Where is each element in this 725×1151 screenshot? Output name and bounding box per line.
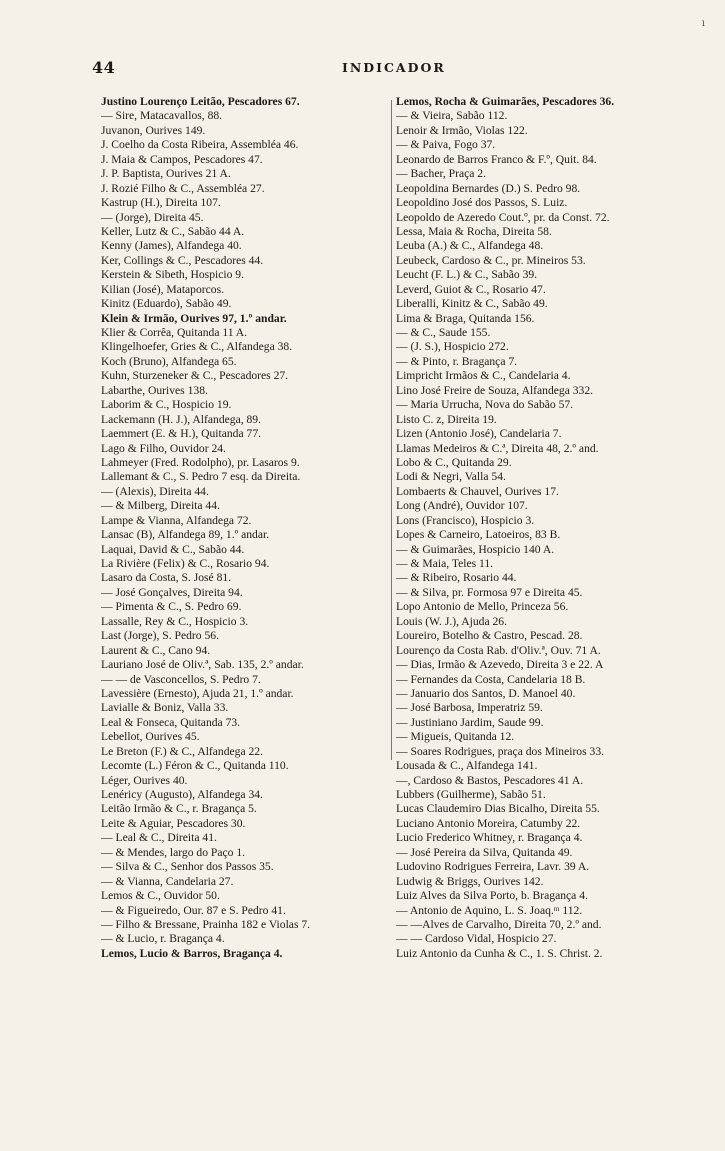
page-number: 44 [92,58,116,77]
directory-entry: — José Barbosa, Imperatriz 59. [396,701,543,715]
directory-entry: J. Maia & Campos, Pescadores 47. [101,152,263,166]
directory-entry: Keller, Lutz & C., Sabão 44 A. [101,224,245,238]
directory-entry: Leite & Aguiar, Pescadores 30. [101,816,246,830]
directory-entry: Leonardo de Barros Franco & F.º, Quit. 84. [396,152,597,166]
directory-entry: Lessa, Maia & Rocha, Direita 58. [396,224,552,238]
directory-entry: Lons (Francisco), Hospicio 3. [396,513,535,527]
directory-entry: Lauriano José de Oliv.ª, Sab. 135, 2.º andar. [101,658,304,672]
directory-entry: Koch (Bruno), Alfandega 65. [101,354,237,368]
directory-entry: — Filho & Bressane, Prainha 182 e Violas 7. [101,917,311,931]
directory-entry: Lebellot, Ourives 45. [101,730,200,744]
directory-entry: — & Vieira, Sabão 112. [396,109,508,123]
directory-entry: — — de Vasconcellos, S. Pedro 7. [101,672,261,686]
directory-entry: Lemos, Rocha & Guimarães, Pescadores 36. [396,95,615,108]
directory-entry: — Antonio de Aquino, L. S. Joaq.ᵐ 112. [396,903,583,917]
directory-entry: — Sire, Matacavallos, 88. [101,109,223,123]
directory-entry: Lopo Antonio de Mello, Princeza 56. [396,600,569,614]
directory-entry: Lemos & C., Ouvidor 50. [101,889,220,903]
directory-entry: Leopoldo de Azeredo Cout.º, pr. da Const. 72. [396,210,610,224]
directory-entry: Lodi & Negri, Valla 54. [396,470,506,484]
directory-entry: Lavessière (Ernesto), Ajuda 21, 1.º andar. [101,686,294,700]
directory-entry: Luciano Antonio Moreira, Catumby 22. [396,816,581,830]
directory-entry: Klein & Irmão, Ourives 97, 1.º andar. [101,311,287,325]
directory-entry: Ludwig & Briggs, Ourives 142. [396,874,544,888]
directory-entry: Lenoir & Irmão, Violas 122. [396,123,528,137]
directory-entry: Lavialle & Boniz, Valla 33. [101,701,229,715]
directory-entry: Kinitz (Eduardo), Sabão 49. [101,297,232,311]
directory-entry: Lubbers (Guilherme), Sabão 51. [396,788,546,801]
directory-entry: — & C., Saude 155. [396,326,491,339]
directory-entry: — Januario dos Santos, D. Manoel 40. [396,686,576,700]
directory-entry: Lucas Claudemiro Dias Bicalho, Direita 55. [396,802,600,816]
directory-entry: Kilian (José), Mataporcos. [101,282,224,296]
directory-entry: — & Paiva, Fogo 37. [396,138,496,152]
directory-entry: — & Lucio, r. Bragança 4. [101,932,225,946]
directory-entry: — Soares Rodrigues, praça dos Mineiros 33. [396,744,605,758]
directory-entry: Lousada & C., Alfandega 141. [396,759,538,773]
directory-entry: Lopes & Carneiro, Latoeiros, 83 B. [396,528,561,542]
directory-entry: Lima & Braga, Quitanda 156. [396,311,535,325]
directory-entry: La Rivière (Felix) & C., Rosario 94. [101,557,270,570]
directory-entry: Lackemann (H. J.), Alfandega, 89. [101,412,262,426]
directory-entry: Lino José Freire de Souza, Alfandega 332. [396,383,594,397]
directory-entry: — & Pinto, r. Bragança 7. [396,354,518,368]
directory-entry: Kerstein & Sibeth, Hospicio 9. [101,268,244,282]
directory-entry: —, Cardoso & Bastos, Pescadores 41 A. [396,773,584,787]
margin-mark: ı [701,18,705,29]
directory-entry: — (J. S.), Hospicio 272. [396,340,509,354]
directory-entry: — Leal & C., Direita 41. [101,831,217,845]
directory-entry: Louis (W. J.), Ajuda 26. [396,614,507,628]
directory-entry: — Pimenta & C., S. Pedro 69. [101,600,242,614]
directory-entry: Klier & Corrêa, Quitanda 11 A. [101,326,248,339]
directory-entry: — Fernandes da Costa, Candelaria 18 B. [396,672,586,686]
directory-entry: — Justiniano Jardim, Saude 99. [396,715,544,729]
directory-entry: Laborim & C., Hospicio 19. [101,398,232,412]
directory-entry: — José Gonçalves, Direita 94. [101,585,243,599]
directory-entry: Leverd, Guiot & C., Rosario 47. [396,282,546,296]
column-divider [391,100,392,760]
directory-entry: Kuhn, Sturzeneker & C., Pescadores 27. [101,369,289,383]
directory-entry: Laquai, David & C., Sabão 44. [101,542,245,556]
directory-entry: Lourenço da Costa Rab. d'Oliv.ª, Ouv. 71 A. [396,643,601,657]
directory-entry: — & Maia, Teles 11. [396,557,494,570]
directory-entry: Léger, Ourives 40. [101,773,188,787]
directory-entry: — & Figueiredo, Our. 87 e S. Pedro 41. [101,903,286,917]
directory-entry: — (Jorge), Direita 45. [101,210,204,224]
directory-entry: Leopoldino José dos Passos, S. Luiz. [396,196,568,210]
directory-entry: J. P. Baptista, Ourives 21 A. [101,167,231,181]
directory-entry: Lallemant & C., S. Pedro 7 esq. da Direita. [101,470,301,484]
directory-entry: Listo C. z, Direita 19. [396,412,497,426]
directory-entry: — Silva & C., Senhor dos Passos 35. [101,860,274,874]
directory-entry: Ker, Collings & C., Pescadores 44. [101,253,264,267]
directory-entry: — Dias, Irmão & Azevedo, Direita 3 e 22. A [396,658,604,672]
directory-entry: Lombaerts & Chauvel, Ourives 17. [396,484,559,498]
directory-entry: Justino Lourenço Leitão, Pescadores 67. [101,95,300,108]
directory-entry: Lemos, Lucio & Barros, Bragança 4. [101,946,283,960]
directory-entry: — & Mendes, largo do Paço 1. [101,845,246,859]
directory-entry: — & Milberg, Direita 44. [101,499,220,513]
directory-entry: Lucio Frederico Whitney, r. Bragança 4. [396,831,583,845]
directory-entry: Lecomte (L.) Féron & C., Quitanda 110. [101,759,289,773]
directory-entry: — & Ribeiro, Rosario 44. [396,571,517,585]
directory-entry: — & Vianna, Candelaria 27. [101,874,234,888]
directory-entry: J. Coelho da Costa Ribeira, Assembléa 46. [101,138,299,152]
directory-entry: Kastrup (H.), Direita 107. [101,196,221,210]
page-title: INDICADOR [342,60,446,75]
directory-entry: Lassalle, Rey & C., Hospicio 3. [101,614,249,628]
directory-entry: — & Guimarães, Hospicio 140 A. [396,542,555,556]
directory-entry: Labarthe, Ourives 138. [101,383,208,397]
directory-entry: Limpricht Irmãos & C., Candelaria 4. [396,369,571,383]
directory-entry: — —Alves de Carvalho, Direita 70, 2.º and. [396,917,602,931]
directory-entry: Juvanon, Ourives 149. [101,123,206,137]
directory-entry: Last (Jorge), S. Pedro 56. [101,629,219,643]
directory-entry: Leucht (F. L.) & C., Sabão 39. [396,268,538,282]
directory-entry: Luiz Antonio da Cunha & C., 1. S. Christ. 2. [396,946,603,960]
directory-entry: Kenny (James), Alfandega 40. [101,239,242,253]
directory-entry: Ludovino Rodrigues Ferreira, Lavr. 39 A. [396,860,590,874]
directory-entry: Laurent & C., Cano 94. [101,643,211,657]
directory-entry: — Maria Urrucha, Nova do Sabão 57. [396,398,574,412]
directory-entry: Leubeck, Cardoso & C., pr. Mineiros 53. [396,253,586,267]
directory-entry: Lansac (B), Alfandega 89, 1.º andar. [101,528,270,542]
directory-entry: Klingelhoefer, Gries & C., Alfandega 38. [101,340,293,354]
directory-entry: Long (André), Ouvidor 107. [396,499,528,513]
directory-entry: Lahmeyer (Fred. Rodolpho), pr. Lasaros 9. [101,455,300,469]
directory-entry: Lobo & C., Quitanda 29. [396,455,512,469]
directory-entry: Luiz Alves da Silva Porto, b. Bragança 4. [396,889,588,903]
directory-entry: Leitão Irmão & C., r. Bragança 5. [101,802,257,816]
directory-entry: — & Silva, pr. Formosa 97 e Direita 45. [396,585,583,599]
directory-entry: Lasaro da Costa, S. José 81. [101,571,232,585]
directory-entry: Lizen (Antonio José), Candelaria 7. [396,427,562,441]
directory-entry: Laemmert (E. & H.), Quitanda 77. [101,427,262,441]
directory-entry: — — Cardoso Vidal, Hospicio 27. [396,932,557,946]
directory-entry: Lago & Filho, Ouvidor 24. [101,441,226,455]
directory-entry: — Migueis, Quitanda 12. [396,730,515,744]
directory-entry: J. Rozié Filho & C., Assembléa 27. [101,181,265,195]
directory-entry: Lampe & Vianna, Alfandega 72. [101,513,252,527]
right-column [393,95,686,961]
directory-entry: — José Pereira da Silva, Quitanda 49. [396,845,573,859]
directory-entry: Leopoldina Bernardes (D.) S. Pedro 98. [396,181,581,195]
directory-entry: Llamas Medeiros & C.ª, Direita 48, 2.º and. [396,441,599,455]
directory-entry: Loureiro, Botelho & Castro, Pescad. 28. [396,629,583,643]
directory-entry: Leuba (A.) & C., Alfandega 48. [396,239,544,253]
directory-entry: — (Alexis), Direita 44. [101,484,209,498]
directory-entry: Lenéricy (Augusto), Alfandega 34. [101,788,263,801]
left-column [101,95,390,961]
directory-entry: Le Breton (F.) & C., Alfandega 22. [101,744,263,758]
directory-entry: Leal & Fonseca, Quitanda 73. [101,715,241,729]
directory-entry: — Bacher, Praça 2. [396,167,486,181]
directory-entry: Liberalli, Kinitz & C., Sabão 49. [396,297,548,311]
